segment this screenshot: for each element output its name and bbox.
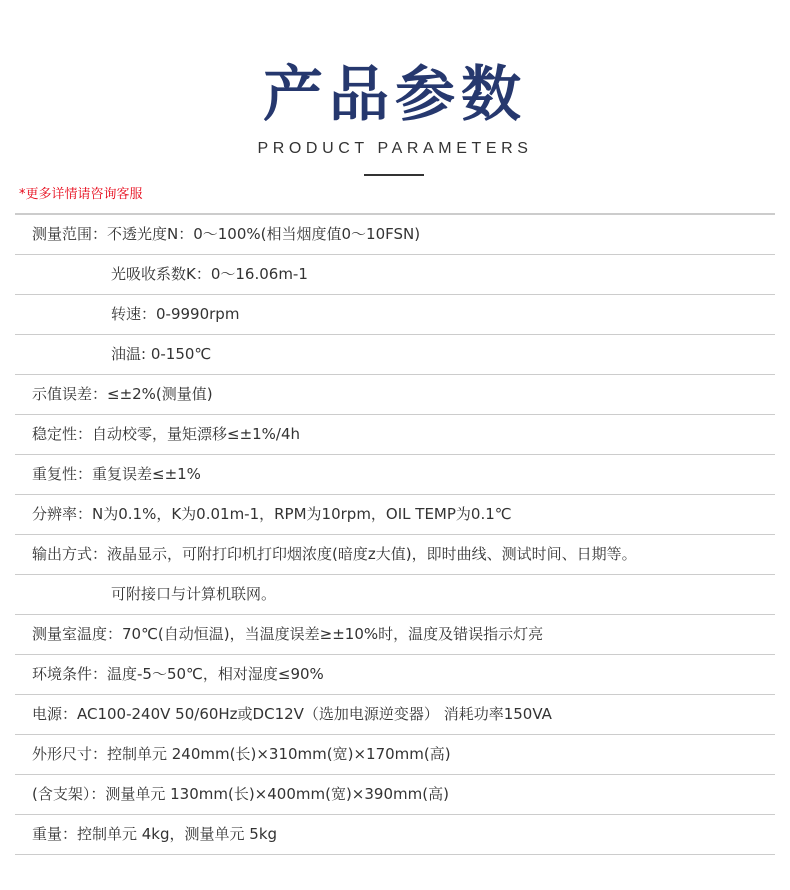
- parameter-text: 重复性：重复误差≤±1%: [32, 465, 201, 483]
- parameter-text: 油温: 0-150℃: [111, 345, 212, 363]
- parameter-text: 测量室温度：70℃(自动恒温)，当温度误差≥±10%时，温度及错误指示灯亮: [32, 625, 544, 643]
- parameter-row: [15, 735, 775, 775]
- parameter-text: 分辨率：N为0.1%，K为0.01m-1，RPM为10rpm，OIL TEMP为0.1℃: [32, 505, 512, 523]
- parameter-row: [15, 415, 775, 455]
- parameter-text: 示值误差：≤±2%(测量值): [32, 385, 213, 403]
- parameter-row: [15, 655, 775, 695]
- page-subtitle: PRODUCT PARAMETERS: [257, 140, 533, 157]
- parameter-row: [15, 375, 775, 415]
- parameter-text: 环境条件：温度-5～50℃，相对湿度≤90%: [32, 665, 324, 683]
- parameter-row: [15, 535, 775, 575]
- parameter-text: 测量范围：不透光度N：0～100%(相当烟度值0～10FSN): [32, 225, 421, 243]
- page-title: 产品参数: [263, 60, 527, 130]
- parameter-text: (含支架）：测量单元 130mm(长)×400mm(宽)×390mm(高): [32, 785, 449, 803]
- parameter-row: [15, 255, 775, 295]
- parameter-table: [15, 215, 775, 855]
- parameter-text: 外形尺寸：控制单元 240mm(长)×310mm(宽)×170mm(高): [32, 745, 451, 763]
- parameter-row: [15, 615, 775, 655]
- parameter-row: [15, 335, 775, 375]
- parameter-text: 输出方式：液晶显示，可附打印机打印烟浓度(暗度z大值)，即时曲线、测试时间、日期等。: [32, 545, 637, 563]
- parameter-row: [15, 495, 775, 535]
- parameter-text: 稳定性：自动校零，量矩漂移≤±1%/4h: [32, 425, 301, 443]
- parameter-row: [15, 775, 775, 815]
- parameter-text: 转速：0-9990rpm: [111, 305, 240, 323]
- parameter-row: [15, 575, 775, 615]
- parameter-row: [15, 295, 775, 335]
- title-underline-divider: [364, 174, 424, 176]
- parameter-text: 可附接口与计算机联网。: [111, 585, 277, 603]
- contact-note: *更多详情请咨询客服: [19, 187, 143, 202]
- parameter-row: [15, 695, 775, 735]
- parameter-text: 光吸收系数K：0～16.06m-1: [111, 265, 308, 283]
- parameter-row: [15, 455, 775, 495]
- parameter-text: 电源：AC100-240V 50/60Hz或DC12V（选加电源逆变器） 消耗功率150VA: [32, 705, 552, 723]
- parameter-row: [15, 815, 775, 855]
- parameter-text: 重量：控制单元 4kg，测量单元 5kg: [32, 825, 278, 843]
- parameter-row: [15, 215, 775, 255]
